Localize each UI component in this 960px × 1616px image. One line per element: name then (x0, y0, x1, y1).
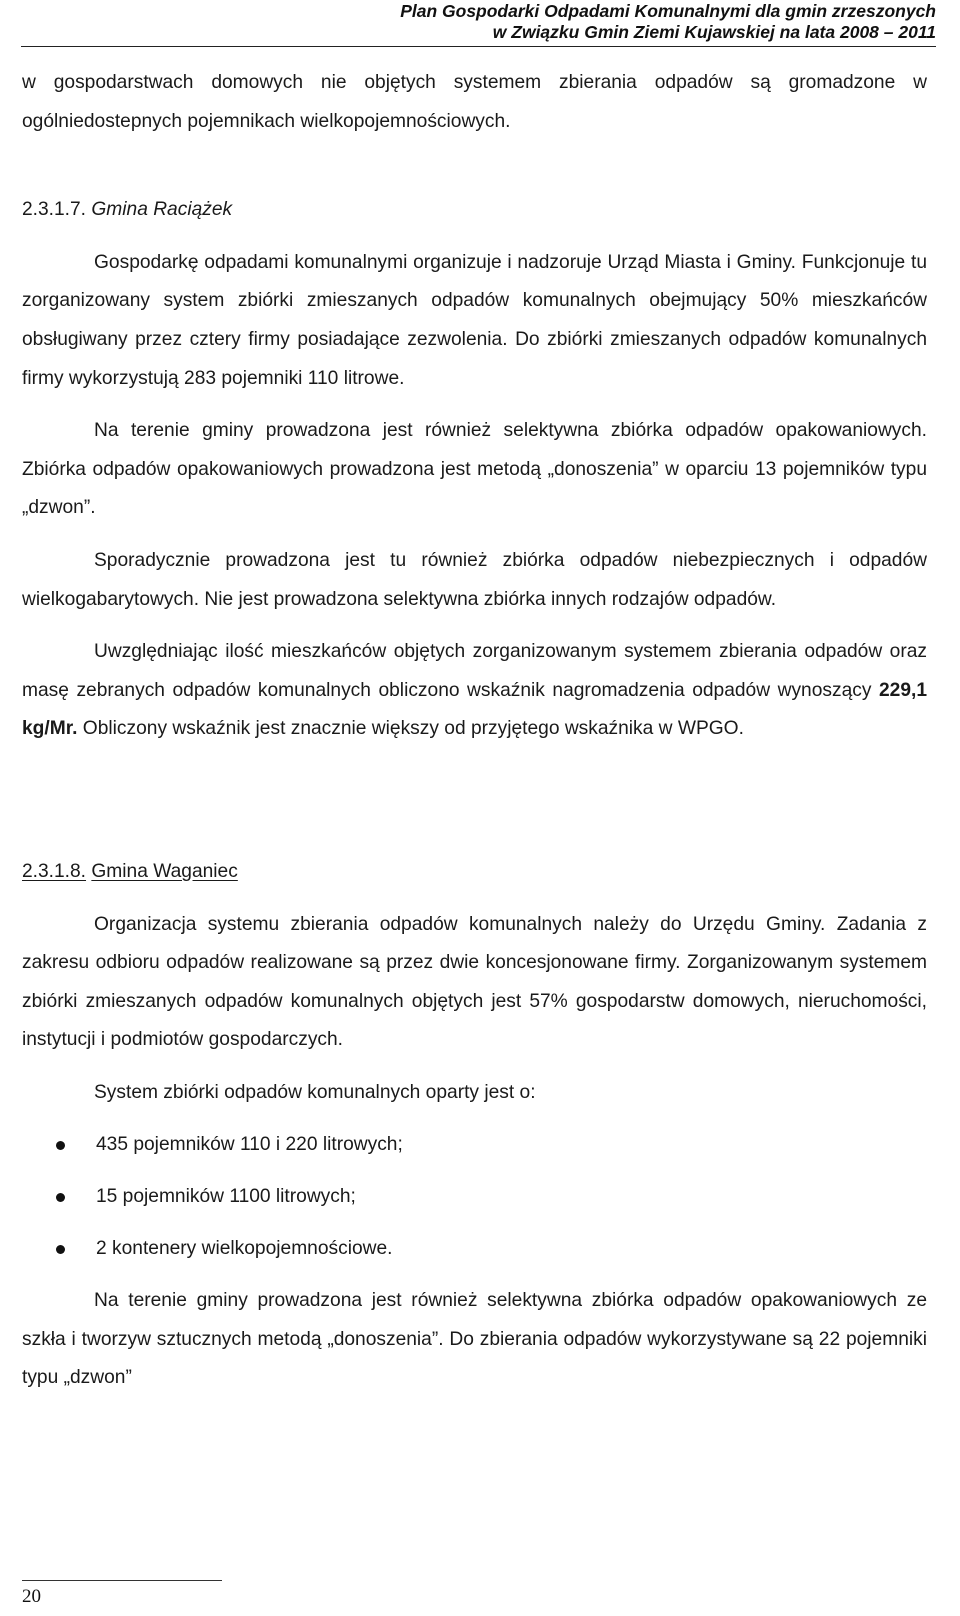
section-heading-waganiec (22, 853, 927, 892)
section-title: Gmina Waganiec (91, 860, 238, 882)
list-item (22, 1178, 927, 1217)
waste-index-value: 229,1 kg/Mr. (22, 679, 927, 740)
list-item (22, 1230, 927, 1269)
footer-divider (22, 1580, 222, 1581)
intro-paragraph: w gospodarstwach domowych nie objętych systemem zbierania odpadów są gromadzone w ogólniedostepnych pojemnikach wielkopojemnościowych. (22, 72, 927, 132)
raciazek-paragraph-4 (22, 633, 927, 749)
section-number: 2.3.1.8. (22, 860, 87, 882)
bullet-icon (56, 1193, 65, 1202)
raciazek-paragraph-2: Na terenie gminy prowadzona jest również selektywna zbiórka odpadów opakowaniowych. Zbiórka odpadów opakowaniowych prowadzona jest metodą „donoszenia” w oparciu 13 pojemników typu „dzwon”. (22, 420, 927, 519)
list-item (22, 1126, 927, 1165)
list-item-text: 2 kontenery wielkopojemnościowe. (96, 1237, 393, 1259)
document-body (22, 64, 927, 1398)
section-heading-raciazek (22, 191, 927, 230)
section-title: Gmina Raciążek (91, 199, 233, 221)
page-header (21, 0, 936, 47)
waganiec-paragraph-1: Organizacja systemu zbierania odpadów komunalnych należy do Urzędu Gminy. Zadania z zakresu odbioru odpadów realizowane są przez dwie koncesjonowane firmy. Zorganizowanym systemem zbiórki zmieszanych odpadów komunalnych objętych jest 57% gospodarstw domowych, nieruchomości, instytucji i podmiotów gospodarczych. (22, 913, 927, 1051)
section-number: 2.3.1.7. (22, 199, 87, 221)
page-number: 20 (22, 1586, 41, 1607)
list-item-text: 435 pojemników 110 i 220 litrowych; (96, 1134, 403, 1156)
waganiec-paragraph-2: Na terenie gminy prowadzona jest również selektywna zbiórka odpadów opakowaniowych ze szkła i tworzyw sztucznych metodą „donoszenia”. Do zbierania odpadów wykorzystywane są 22 pojemniki typu „dzwon” (22, 1290, 927, 1389)
header-title-line-1: Plan Gospodarki Odpadami Komunalnymi dla gmin zrzeszonych (400, 1, 936, 21)
waganiec-bullet-list (22, 1126, 927, 1268)
header-divider (21, 46, 936, 47)
raciazek-paragraph-1: Gospodarkę odpadami komunalnymi organizuje i nadzoruje Urząd Miasta i Gminy. Funkcjonuje tu zorganizowany system zbiórki zmieszanych odpadów komunalnych obejmujący 50% mieszkańców obsługiwany przez cztery firmy posiadające zezwolenia. Do zbiórki zmieszanych odpadów komunalnych firmy wykorzystują 283 pojemniki 110 litrowe. (22, 251, 927, 389)
header-title-line-2: w Związku Gmin Ziemi Kujawskiej na lata 2008 – 2011 (492, 22, 936, 42)
list-item-text: 15 pojemników 1100 litrowych; (96, 1186, 356, 1208)
bullet-icon (56, 1245, 65, 1254)
waganiec-list-intro: System zbiórki odpadów komunalnych oparty jest o: (94, 1081, 536, 1103)
bullet-icon (56, 1141, 65, 1150)
paragraph-text: Uwzględniając ilość mieszkańców objętych zorganizowanym systemem zbierania odpadów oraz masę zebranych odpadów komunalnych obliczono wskaźnik nagromadzenia odpadów wynoszący (22, 641, 927, 701)
raciazek-paragraph-3: Sporadycznie prowadzona jest tu również zbiórka odpadów niebezpiecznych i odpadów wielkogabarytowych. Nie jest prowadzona selektywna zbiórka innych rodzajów odpadów. (22, 549, 927, 610)
paragraph-text: Obliczony wskaźnik jest znacznie większy od przyjętego wskaźnika w WPGO. (82, 718, 744, 740)
